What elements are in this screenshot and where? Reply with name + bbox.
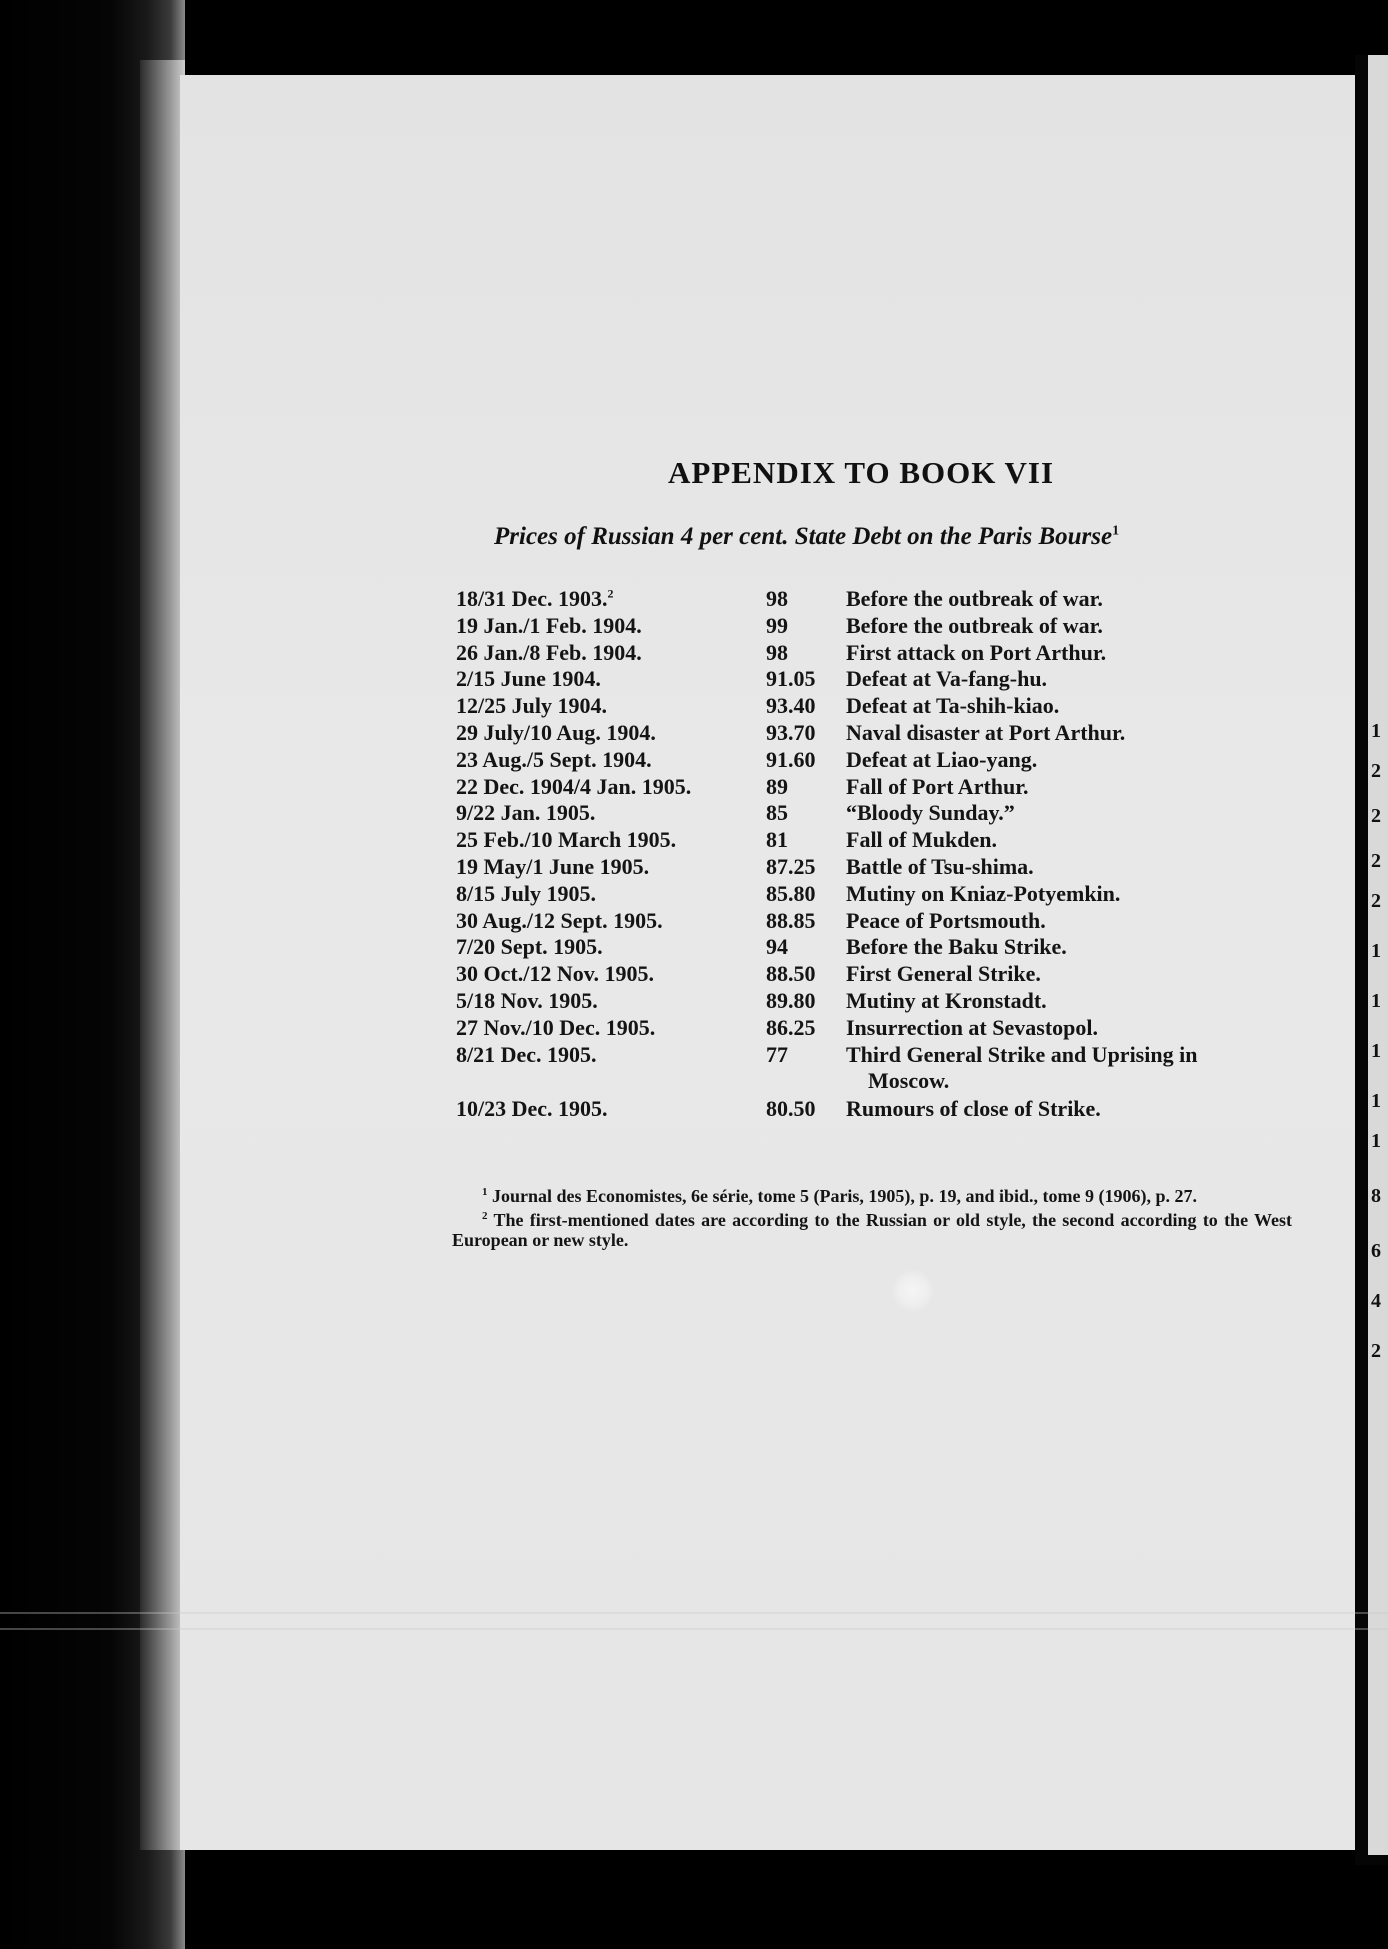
row-price: 85.80 [766, 880, 816, 906]
table-row [456, 586, 1296, 613]
row-price: 89 [766, 773, 788, 799]
row-event [846, 1096, 1294, 1122]
facing-page-fragment: 8 [1371, 1185, 1381, 1207]
row-date [456, 961, 654, 987]
table-row [456, 1096, 1296, 1123]
row-event-continuation: Moscow. [868, 1067, 950, 1093]
row-event [846, 800, 1294, 826]
row-date-text: 30 Aug./12 Sept. 1905. [456, 907, 663, 933]
row-price: 86.25 [766, 1014, 816, 1040]
row-price: 99 [766, 612, 788, 638]
row-date-text: 22 Dec. 1904/4 Jan. 1905. [456, 773, 692, 799]
row-event [846, 854, 1294, 880]
row-date [456, 1015, 655, 1041]
row-price: 81 [766, 827, 788, 853]
row-date-text: 29 July/10 Aug. 1904. [456, 719, 656, 745]
row-date [456, 774, 691, 800]
facing-page-fragment: 1 [1371, 1090, 1381, 1112]
row-event-text: Fall of Port Arthur. [846, 773, 1029, 799]
facing-page-fragment: 2 [1371, 805, 1381, 827]
facing-page-fragment: 1 [1371, 990, 1381, 1012]
row-date [456, 747, 652, 773]
row-event-text: Peace of Portsmouth. [846, 907, 1046, 933]
row-date-text: 30 Oct./12 Nov. 1905. [456, 961, 654, 987]
row-event-text: Mutiny at Kronstadt. [846, 987, 1047, 1013]
facing-page-fragment: 1 [1371, 1130, 1381, 1152]
row-event [846, 908, 1294, 934]
table-row [456, 613, 1296, 640]
row-event [846, 640, 1294, 666]
table-row [456, 774, 1296, 801]
row-date-text: 5/18 Nov. 1905. [456, 987, 598, 1013]
table-row [456, 934, 1296, 961]
row-price: 98 [766, 586, 788, 611]
row-event-text: Defeat at Ta-shih-kiao. [846, 693, 1060, 719]
row-date-text: 2/15 June 1904. [456, 666, 601, 692]
table-row [456, 988, 1296, 1015]
row-event [846, 827, 1294, 853]
row-event-text: Insurrection at Sevastopol. [846, 1014, 1098, 1040]
table-row [456, 827, 1296, 854]
price-table [456, 586, 1296, 1122]
row-price: 87.25 [766, 853, 816, 879]
row-date [456, 1096, 608, 1122]
row-date-text: 18/31 Dec. 1903. [456, 586, 608, 611]
row-event [846, 747, 1294, 773]
row-date [456, 827, 676, 853]
row-event [846, 666, 1294, 692]
row-event [846, 613, 1294, 639]
row-date-text: 7/20 Sept. 1905. [456, 934, 603, 960]
row-price: 94 [766, 934, 788, 960]
row-event [846, 774, 1294, 800]
table-row [456, 881, 1296, 908]
row-date-text: 8/15 July 1905. [456, 880, 596, 906]
row-event-text: Before the outbreak of war. [846, 612, 1103, 638]
row-date [456, 640, 642, 666]
facing-page-fragment: 2 [1371, 890, 1381, 912]
footnote-text: Journal des Economistes, 6e série, tome 5 (Paris, 1905), p. 19, and ibid., tome 9 (1906), p. 27. [492, 1186, 1197, 1206]
table-row [456, 693, 1296, 720]
row-price: 88.50 [766, 961, 816, 987]
facing-page-fragment: 1 [1371, 1040, 1381, 1062]
row-price: 80.50 [766, 1095, 816, 1121]
row-price: 98 [766, 639, 788, 665]
row-price: 85 [766, 800, 788, 826]
facing-page-fragment: 6 [1371, 1240, 1381, 1262]
row-event [846, 1015, 1294, 1041]
table-row [456, 908, 1296, 935]
facing-page-fragment: 4 [1371, 1290, 1381, 1312]
row-date [456, 988, 598, 1014]
row-date-text: 12/25 July 1904. [456, 693, 607, 719]
row-date [456, 720, 656, 746]
row-date [456, 881, 596, 907]
row-date [456, 693, 607, 719]
row-event-text: Battle of Tsu-shima. [846, 853, 1034, 879]
row-price: 91.60 [766, 746, 816, 772]
table-row [456, 854, 1296, 881]
row-date-text: 25 Feb./10 March 1905. [456, 827, 677, 853]
row-event [846, 934, 1294, 960]
row-event-text: Defeat at Va-fang-hu. [846, 666, 1048, 692]
appendix-title: APPENDIX TO BOOK VII [668, 455, 1055, 490]
row-date [456, 586, 614, 612]
footnotes [452, 1182, 1292, 1250]
row-event [846, 586, 1294, 612]
footnote-marker: 2 [482, 1210, 488, 1222]
footnote-marker: 1 [1112, 523, 1120, 539]
row-date-text: 26 Jan./8 Feb. 1904. [456, 639, 642, 665]
row-date [456, 666, 601, 692]
table-row [456, 800, 1296, 827]
row-date-text: 27 Nov./10 Dec. 1905. [456, 1014, 656, 1040]
table-row [456, 961, 1296, 988]
row-event-text: “Bloody Sunday.” [846, 800, 1015, 826]
row-event-text: Naval disaster at Port Arthur. [846, 719, 1126, 745]
footnote [452, 1206, 1292, 1250]
row-date [456, 1042, 597, 1068]
row-date [456, 934, 603, 960]
row-event [846, 693, 1294, 719]
row-event-text: First General Strike. [846, 961, 1041, 987]
row-price: 93.40 [766, 693, 816, 719]
row-price: 89.80 [766, 987, 816, 1013]
row-event [846, 1042, 1294, 1094]
row-event-text: Before the outbreak of war. [846, 586, 1103, 611]
row-date-text: 10/23 Dec. 1905. [456, 1095, 608, 1121]
row-event [846, 881, 1294, 907]
row-event-text: Mutiny on Kniaz-Potyemkin. [846, 880, 1121, 906]
table-caption-text: Prices of Russian 4 per cent. State Debt on the Paris Bourse [494, 523, 1113, 550]
row-price: 88.85 [766, 907, 816, 933]
table-row [456, 1015, 1296, 1042]
row-date-text: 23 Aug./5 Sept. 1904. [456, 746, 652, 772]
table-row [456, 666, 1296, 693]
footnote [452, 1182, 1292, 1206]
row-date [456, 854, 649, 880]
row-event-text: Defeat at Liao-yang. [846, 746, 1038, 772]
table-caption [494, 523, 1119, 551]
facing-page-fragment: 2 [1371, 760, 1381, 782]
row-date [456, 908, 663, 934]
row-date-text: 19 May/1 June 1905. [456, 853, 650, 879]
facing-page-fragment: 2 [1371, 1340, 1381, 1362]
row-price: 77 [766, 1041, 788, 1067]
facing-page-fragment: 2 [1371, 850, 1381, 872]
footnote-marker: 2 [607, 586, 614, 601]
row-event [846, 961, 1294, 987]
row-event [846, 720, 1294, 746]
facing-page-fragment: 1 [1371, 720, 1381, 742]
row-date-text: 8/21 Dec. 1905. [456, 1041, 597, 1067]
row-date [456, 613, 642, 639]
row-event-text: Rumours of close of Strike. [846, 1095, 1101, 1121]
row-event [846, 988, 1294, 1014]
row-date-text: 9/22 Jan. 1905. [456, 800, 596, 826]
row-price: 93.70 [766, 719, 816, 745]
table-row [456, 1042, 1296, 1096]
row-price: 91.05 [766, 666, 816, 692]
row-event-text: Fall of Mukden. [846, 827, 997, 853]
row-event-text: Third General Strike and Uprising in [846, 1041, 1198, 1067]
table-row [456, 640, 1296, 667]
facing-page-fragment: 1 [1371, 940, 1381, 962]
row-date-text: 19 Jan./1 Feb. 1904. [456, 612, 642, 638]
row-event-text: First attack on Port Arthur. [846, 639, 1107, 665]
footnote-text: The first-mentioned dates are according to the Russian or old style, the second according to the West European or new style. [452, 1210, 1292, 1250]
table-row [456, 720, 1296, 747]
table-row [456, 747, 1296, 774]
row-event-text: Before the Baku Strike. [846, 934, 1067, 960]
footnote-marker: 1 [482, 1186, 488, 1198]
row-date [456, 800, 595, 826]
